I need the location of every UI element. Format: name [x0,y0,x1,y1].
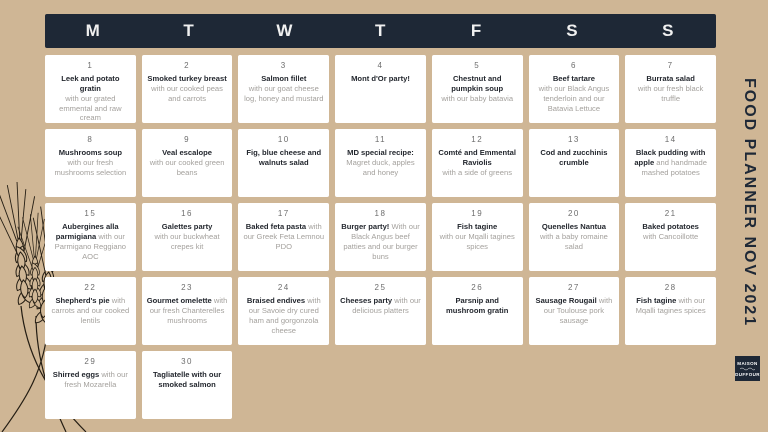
meal-title: Shepherd's pie [55,296,110,305]
day-number: 13 [567,135,580,144]
meal-text [630,296,711,316]
calendar-day-cell [142,55,233,123]
meal-text [340,148,421,178]
day-number: 28 [664,283,677,292]
weekday-letter: S [662,21,674,40]
day-number: 27 [567,283,580,292]
meal-title: Burger party! [341,222,390,231]
calendar-day-cell [625,277,716,345]
day-number: 10 [277,135,290,144]
day-number: 22 [84,283,97,292]
calendar-day-cell [45,351,136,419]
meal-text [437,74,518,104]
meal-title: Black pudding with apple [634,148,706,167]
calendar-day-cell [529,55,620,123]
day-number: 18 [374,209,387,218]
day-number: 12 [471,135,484,144]
meal-description: with our goat cheese log, honey and mustard [244,83,324,103]
meal-text [534,148,615,168]
meal-text [340,222,421,261]
meal-text [243,148,324,168]
meal-title: Salmon fillet [261,74,307,83]
meal-title: Burrata salad [646,74,695,83]
meal-text [50,370,131,390]
calendar-day-cell [45,277,136,345]
meal-text [630,148,711,178]
meal-text [437,296,518,316]
meal-description: with a baby romaine salad [539,231,608,251]
meal-title: Galettes party [161,222,213,231]
day-number: 25 [374,283,387,292]
meal-title: MD special recipe: [347,148,414,157]
day-number: 17 [277,209,290,218]
calendar-day-cell [238,277,329,345]
brand-logo-line1: MAISON [737,360,758,366]
meal-description: with our Parmigano Reggiano AOC [54,231,127,261]
meal-description: with our Mqalli tagines spices [439,231,515,251]
meal-description: with our cooked peas and carrots [151,83,223,103]
meal-description: with our cooked green beans [149,157,225,177]
day-number: 23 [181,283,194,292]
meal-description: Magret duck, apples and honey [346,157,415,177]
day-number: 26 [471,283,484,292]
day-number: 8 [87,135,94,144]
calendar-day-cell [238,203,329,271]
day-number: 7 [667,61,674,70]
meal-title: Fish tagine [636,296,677,305]
meal-description: with our Toulouse pork sausage [543,296,613,325]
weekday-header [45,14,716,48]
meal-title: Quenelles Nantua [541,222,606,231]
meal-title: Tagliatelle with our smoked salmon [152,370,222,389]
calendar-day-cell [625,55,716,123]
calendar-day-cell [335,55,426,123]
meal-description: with our Savoie dry cured ham and gorgonzola cheese [248,296,321,335]
brand-logo-line2: DUFFOUR [735,371,760,377]
calendar-day-cell [432,203,523,271]
calendar-day-cell [238,129,329,197]
day-number: 1 [87,61,94,70]
day-number: 9 [184,135,191,144]
calendar-day-cell [432,129,523,197]
meal-title: Leek and potato gratin [61,74,120,93]
meal-description: with Cancoillotte [642,231,699,241]
calendar-day-cell [142,351,233,419]
day-number: 11 [374,135,387,144]
meal-title: Aubergines alla parmigiana [55,222,119,241]
meal-title: Fig, blue cheese and walnuts salad [246,148,322,167]
meal-title: Chestnut and pumpkin soup [451,74,504,93]
day-number: 19 [471,209,484,218]
meal-title: Cheeses party [340,296,393,305]
day-number: 30 [181,357,194,366]
meal-description: with our baby batavia [441,93,514,103]
weekday-letter: T [375,21,386,40]
day-number: 3 [280,61,287,70]
calendar-day-cell [335,203,426,271]
meal-title: Shirred eggs [52,370,100,379]
meal-title: Comté and Emmental Raviolis [438,148,517,167]
calendar-day-cell [432,55,523,123]
meal-title: Fish tagine [457,222,498,231]
day-number: 20 [567,209,580,218]
day-number: 6 [570,61,577,70]
meal-description: with our Black Angus tenderloin and our Batavia Lettuce [538,83,610,113]
brand-logo [735,356,760,381]
meal-text [534,74,615,113]
meal-title: Sausage Rougail [535,296,597,305]
meal-description: with our Greek Feta Lemnou PDO [243,222,325,251]
meal-text [147,296,228,326]
meal-title: Mont d'Or party! [351,74,410,83]
calendar-day-cell [45,55,136,123]
meal-title: Gourmet omelette [146,296,212,305]
calendar-day-cell [142,277,233,345]
meal-title: Veal escalope [162,148,212,157]
meal-description: with our Mqalli tagines spices [635,296,706,315]
weekday-letter: W [276,21,293,40]
day-number: 15 [84,209,97,218]
meal-title: Parsnip and mushroom gratin [445,296,509,315]
meal-text [243,296,324,335]
calendar-day-cell [142,129,233,197]
calendar-day-cell [142,203,233,271]
calendar-day-cell [335,277,426,345]
weekday-letter: F [470,21,482,40]
meal-text [437,222,518,252]
meal-text [50,74,131,123]
meal-description: with our fresh Mozarella [64,370,128,389]
meal-text [147,74,228,104]
calendar-day-cell [45,203,136,271]
calendar-grid [45,55,716,419]
meal-text [50,296,131,326]
meal-description: with our buckwheat crepes kit [154,231,220,251]
day-number: 16 [181,209,194,218]
meal-description: with our fresh mushrooms selection [54,157,127,177]
calendar-day-cell [529,203,620,271]
meal-text [243,74,324,104]
poster-title: FOOD PLANNER NOV 2021 [741,78,758,328]
meal-text [147,222,228,252]
calendar-day-cell [625,203,716,271]
meal-text [243,222,324,252]
meal-title: Cod and zucchinis crumble [540,148,608,167]
meal-text [437,148,518,178]
weekday-letter: M [85,21,101,40]
calendar-day-cell [529,277,620,345]
meal-title: Baked potatoes [642,222,699,231]
calendar-day-cell [432,277,523,345]
day-number: 4 [377,61,384,70]
meal-description: with our fresh black truffle [637,83,704,103]
day-number: 21 [664,209,677,218]
meal-text [147,148,228,178]
meal-text [534,222,615,252]
meal-text [50,222,131,261]
meal-text [340,296,421,316]
meal-description: with our delicious platters [352,296,421,315]
meal-title: Beef tartare [552,74,596,83]
meal-description: with carrots and our cooked lentils [51,296,130,325]
meal-text [340,74,421,84]
meal-description: with a side of greens [442,167,513,177]
calendar-day-cell [625,129,716,197]
day-number: 24 [277,283,290,292]
meal-text [50,148,131,178]
day-number: 5 [474,61,481,70]
meal-title: Braised endives [246,296,306,305]
meal-description: with our fresh Chanterelles mushrooms [149,296,228,325]
calendar-day-cell [45,129,136,197]
meal-description: with our grated emmental and raw cream [59,93,122,123]
meal-title: Mushrooms soup [58,148,122,157]
weekday-letter: T [183,21,195,40]
meal-text [630,74,711,104]
logo-signature-squiggle [740,367,755,371]
weekday-letter: S [566,21,579,40]
calendar-day-cell [238,55,329,123]
meal-title: Baked feta pasta [245,222,307,231]
day-number: 2 [184,61,191,70]
calendar [45,14,716,419]
calendar-day-cell [335,129,426,197]
meal-description: and handmade mashed potatoes [641,157,707,177]
meal-text [147,370,228,390]
day-number: 14 [664,135,677,144]
meal-text [630,222,711,242]
meal-description: With our Black Angus beef patties and our burger buns [343,222,420,261]
meal-text [534,296,615,326]
day-number: 29 [84,357,97,366]
calendar-day-cell [529,129,620,197]
meal-title: Smoked turkey breast [147,74,227,83]
